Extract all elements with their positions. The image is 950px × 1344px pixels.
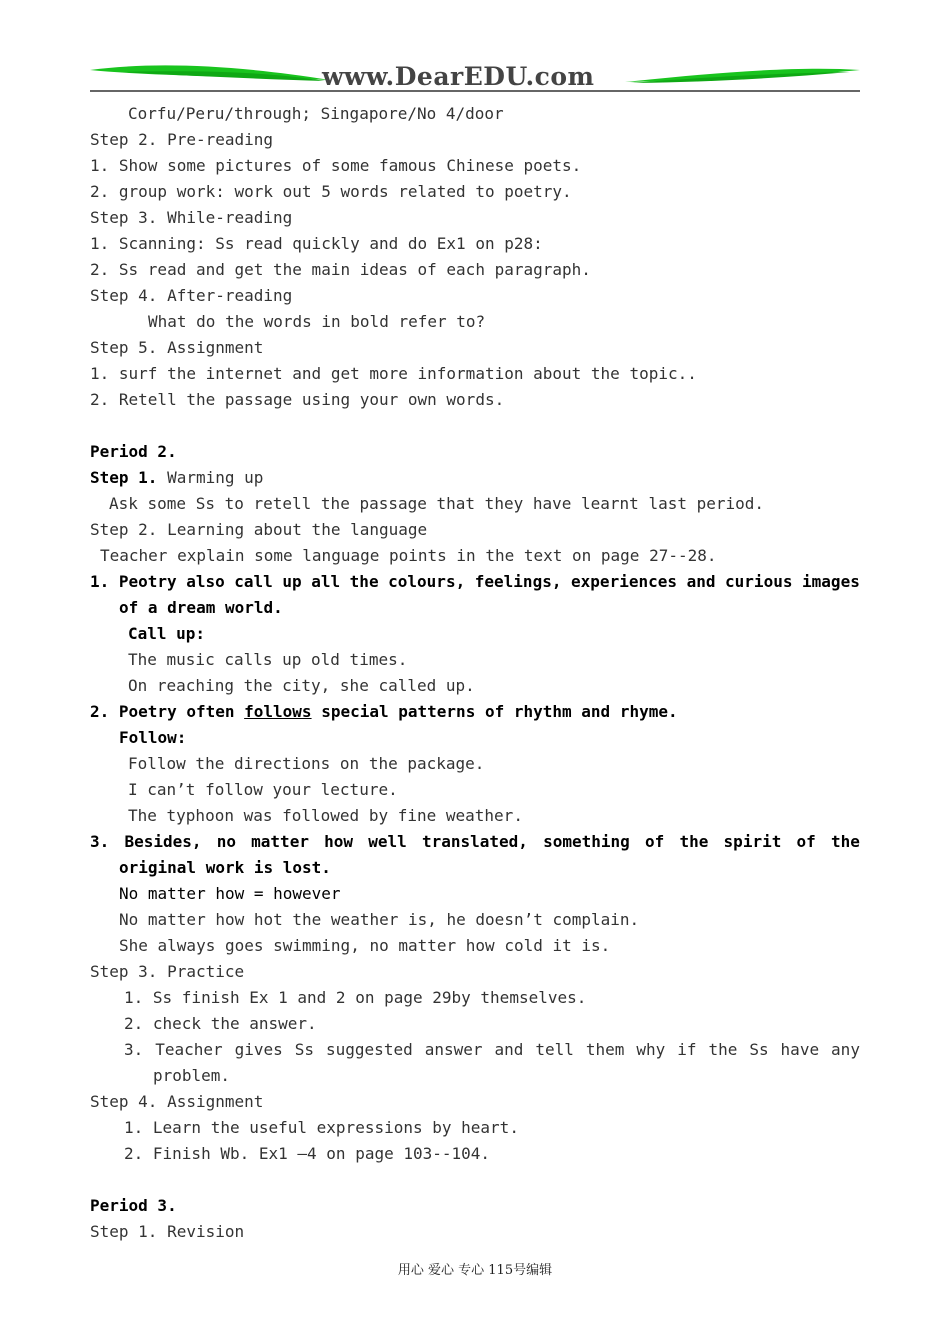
step-heading: Step 4. After-reading xyxy=(90,286,293,305)
example-line: On reaching the city, she called up. xyxy=(128,676,475,695)
language-point-3-cont: original work is lost. xyxy=(119,858,331,877)
language-point-2: 2. Poetry often follows special patterns of rhythm and rhyme. xyxy=(90,702,678,721)
list-item: 3. Teacher gives Ss suggested answer and tell them why if the Ss have any xyxy=(124,1040,860,1059)
text-line: 2. Ss read and get the main ideas of each paragraph. xyxy=(90,260,591,279)
example-line: She always goes swimming, no matter how cold it is. xyxy=(119,936,611,955)
phrase-heading: Call up: xyxy=(128,624,206,643)
example-line: Follow the directions on the package. xyxy=(128,754,485,773)
step-number: Step 1. xyxy=(90,468,158,487)
text-line: 2. Retell the passage using your own words. xyxy=(90,390,505,409)
period-heading: Period 3. xyxy=(90,1196,177,1215)
step-heading: Step 3. While-reading xyxy=(90,208,293,227)
page-footer: 用心 爱心 专心 115号编辑 xyxy=(397,1263,553,1278)
text-line: Ask some Ss to retell the passage that they have learnt last period. xyxy=(109,494,765,513)
step-heading: Step 2. Pre-reading xyxy=(90,130,274,149)
blank-line xyxy=(90,1167,860,1193)
text-line: 1. Scanning: Ss read quickly and do Ex1 on p28: xyxy=(90,234,543,253)
page-header xyxy=(0,0,950,100)
example-line: The typhoon was followed by fine weather. xyxy=(128,806,523,825)
list-item: 1. Learn the useful expressions by heart. xyxy=(124,1118,519,1137)
step-heading: Step 4. Assignment xyxy=(90,1092,264,1111)
text-line: Teacher explain some language points in the text on page 27--28. xyxy=(100,546,717,565)
blank-line xyxy=(90,413,860,439)
step-heading: Step 3. Practice xyxy=(90,962,245,981)
language-point-1-cont: of a dream world. xyxy=(119,598,283,617)
text-line: 2. group work: work out 5 words related to poetry. xyxy=(90,182,572,201)
right-brush-stroke xyxy=(625,69,860,82)
list-item: 2. check the answer. xyxy=(124,1014,317,1033)
list-item: 1. Ss finish Ex 1 and 2 on page 29by themselves. xyxy=(124,988,587,1007)
period-heading: Period 2. xyxy=(90,442,177,461)
step-heading: Step 5. Assignment xyxy=(90,338,264,357)
text-line: 1. Show some pictures of some famous Chinese poets. xyxy=(90,156,582,175)
text-line: 1. surf the internet and get more information about the topic.. xyxy=(90,364,697,383)
site-logo-text: www.DearEDU.com xyxy=(322,62,595,91)
step-heading: Step 2. Learning about the language xyxy=(90,520,428,539)
underlined-word: follows xyxy=(244,702,312,721)
step-title: Warming up xyxy=(167,468,264,487)
list-item: 2. Finish Wb. Ex1 –4 on page 103--104. xyxy=(124,1144,491,1163)
text-line: What do the words in bold refer to? xyxy=(148,312,486,331)
example-line: No matter how hot the weather is, he doesn’t complain. xyxy=(119,910,640,929)
phrase-heading: Follow: xyxy=(119,728,187,747)
language-point-3: 3. Besides, no matter how well translated, something of the spirit of the xyxy=(90,832,860,851)
text-line: Corfu/Peru/through; Singapore/No 4/door xyxy=(128,104,504,123)
step-heading xyxy=(90,465,860,491)
example-line: The music calls up old times. xyxy=(128,650,408,669)
language-point-1: 1. Peotry also call up all the colours, feelings, experiences and curious images xyxy=(90,572,860,591)
list-item-cont: problem. xyxy=(153,1066,231,1085)
phrase-heading: No matter how = however xyxy=(119,884,341,903)
lesson-plan-body xyxy=(90,101,860,1245)
step-heading: Step 1. Revision xyxy=(90,1222,245,1241)
example-line: I can’t follow your lecture. xyxy=(128,780,398,799)
